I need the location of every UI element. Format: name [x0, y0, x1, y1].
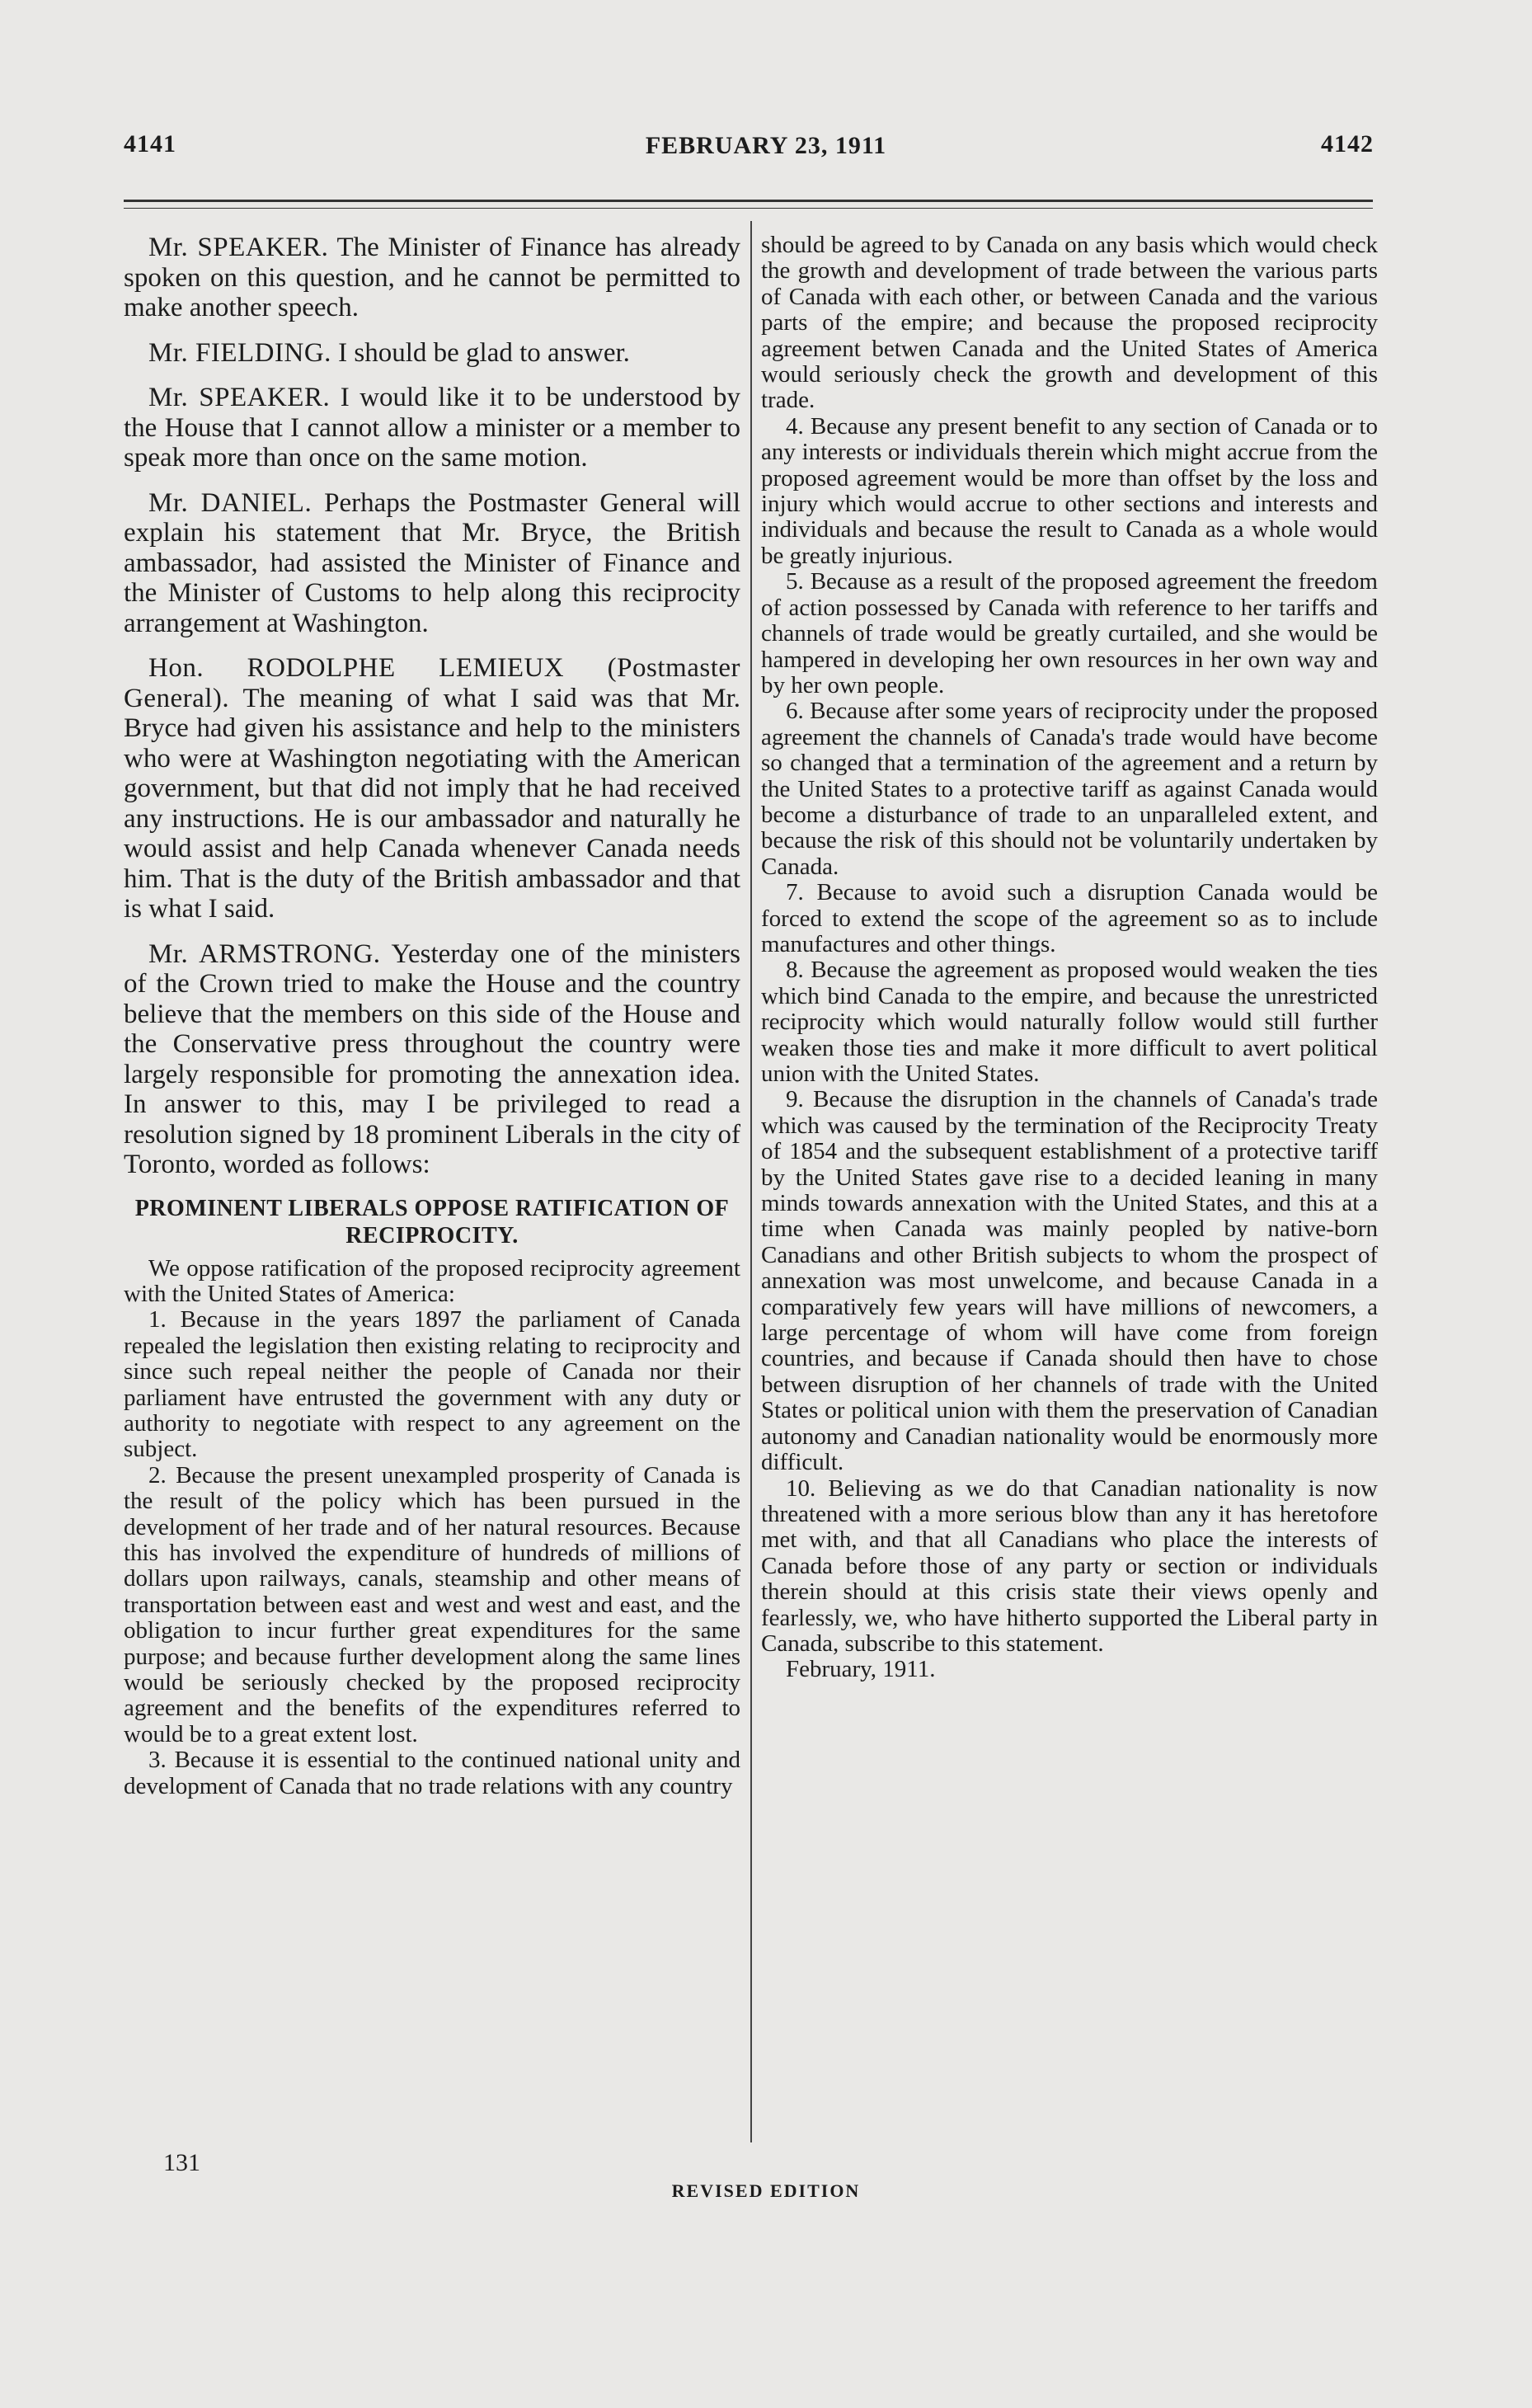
right-page-number: 4142 [1321, 130, 1374, 158]
speech-text: Perhaps the Postmaster General will explain his statement that Mr. Bryce, the British ambassador, had assisted the Minister of Finance and the Minister of Customs to help along this reciprocity arrangement at Washington. [124, 487, 741, 638]
column-divider [750, 221, 752, 2142]
speech-text: I should be glad to answer. [338, 337, 630, 368]
speech-text: The Minister of Finance has already spoken on this question, and he cannot be permitted to make another speech. [124, 233, 740, 322]
resolution-paragraph: 8. Because the agreement as proposed would weaken the ties which bind Canada to the empire, and because the unrestricted reciprocity which would naturally follow would still further weaken those ties and make it more difficult to avert political union with the United States. [761, 957, 1378, 1087]
resolution-paragraph: 9. Because the disruption in the channels of Canada's trade which was caused by the termination of the Reciprocity Treaty of 1854 and the subsequent establishment of a protective tariff by the United States gave rise to a decided leaning in many minds towards annexation with the United States, and this at a time when Canada was mainly peopled by native-born Canadians and other British subjects to whom the prospect of annexation was most unwelcome, and because Canada in a comparatively few years will have millions of newcomers, a large percentage of whom will have come from foreign countries, and because if Canada should then have to chose between disruption of her channels of trade with the United States or political union with them the preservation of Canadian autonomy and Canadian nationality would be enormously more difficult. [761, 1086, 1378, 1476]
date-line: February, 1911. [786, 1656, 936, 1683]
speech [124, 939, 740, 1180]
speaker-name: Hon. RODOLPHE LEMIEUX (Postmaster General). [124, 653, 740, 713]
speaker-name: Mr. DANIEL. [148, 487, 313, 518]
speech-text: Yesterday one of the ministers of the Crown tried to make the House and the country believe that the members on this side of the House and the Conservative press throughout the country were largely responsible for promoting the annexation idea. In answer to this, may I be privileged to read a resolution signed by 18 prominent Liberals in the city of Toronto, worded as follows: [124, 938, 741, 1179]
resolution-paragraph: should be agreed to by Canada on any basis which would check the growth and development of trade between the various parts of Canada with each other, or between Canada and the various parts of the empire; and because the proposed reciprocity agreement betwen Canada and the United States of America would seriously check the growth and development of this trade. [761, 232, 1378, 414]
resolution-paragraph: We oppose ratification of the proposed reciprocity agreement with the United States of America: [124, 1254, 740, 1307]
right-column [761, 233, 1378, 1683]
page-date: FEBRUARY 23, 1911 [645, 132, 887, 159]
resolution-paragraph: 7. Because to avoid such a disruption Canada would be forced to extend the scope of the agreement so as to include manufactures and other things. [761, 879, 1378, 957]
speech [124, 488, 740, 639]
header-rule-thick [124, 200, 1373, 202]
header-rule-thin [124, 208, 1373, 209]
resolution-heading: PROMINENT LIBERALS OPPOSE RATIFICATION OF RECIPROCITY. [134, 1195, 730, 1249]
resolution-paragraph: 6. Because after some years of reciprocity under the proposed agreement the channels of Canada's trade would have become so changed that a termination of the agreement and a return by the United States to a protective tariff as against Canada would become a disturbance of trade to an unparalleled extent, and because the risk of this should not be voluntarily undertaken by Canada. [761, 698, 1378, 880]
resolution-paragraph: 2. Because the present unexampled prosperity of Canada is the result of the policy which has been pursued in the development of her trade and of her natural resources. Because this has involved the expenditure of hundreds of millions of dollars upon railways, canals, steamship and other means of transportation between east and west and west and east, and the obligation to incur further great expenditures for the same purpose; and because further development along the same lines would be seriously checked by the proposed reciprocity agreement and the benefits of the expenditures referred to would be to a great extent lost. [124, 1461, 740, 1747]
speaker-name: Mr. ARMSTRONG. [148, 938, 381, 969]
resolution-paragraph: 3. Because it is essential to the continued national unity and development of Canada that no trade relations with any country [124, 1747, 740, 1799]
speaker-name: Mr. SPEAKER. [148, 233, 329, 262]
left-column [124, 233, 740, 1799]
resolution-paragraph: 5. Because as a result of the proposed agreement the freedom of action possessed by Canada with reference to her tariffs and channels of trade would be greatly curtailed, and she would be hampered in developing her own resources in her own way and by her own people. [761, 568, 1378, 698]
speech-text: I would like it to be understood by the House that I cannot allow a minister or a member to speak more than once on the same motion. [124, 383, 740, 473]
resolution-paragraph: 1. Because in the years 1897 the parliament of Canada repealed the legislation then existing relating to reciprocity and since such repeal neither the people of Canada nor their parliament have entrusted the government with any duty or authority to negotiate with respect to any agreement on the subject. [124, 1306, 740, 1463]
speaker-name: Mr. FIELDING. [148, 337, 331, 368]
footer-edition: REVISED EDITION [671, 2180, 861, 2201]
speech-text: The meaning of what I said was that Mr. Bryce had given his assistance and help to the ministers who were at Washington negotiating with the American government, but that did not imply that he had received any instructions. He is our ambassador and naturally he would assist and help Canada whenever Canada needs him. That is the duty of the British ambassador and that is what I said. [124, 683, 740, 924]
speech [124, 233, 740, 323]
speech [124, 338, 740, 369]
speech [124, 653, 740, 924]
left-page-number: 4141 [124, 130, 176, 158]
resolution-paragraph: 4. Because any present benefit to any section of Canada or to any interests or individuals therein which might accrue from the proposed agreement would be more than offset by the loss and injury which would accrue to other sections and interests and individuals and because the result to Canada as a whole would be greatly injurious. [761, 412, 1378, 569]
resolution-paragraph: 10. Believing as we do that Canadian nationality is now threatened with a more serious blow than any it has heretofore met with, and that all Canadians who place the interests of Canada before those of any party or section or individuals therein should at this crisis state their views openly and fearlessly, we, who have hitherto supported the Liberal party in Canada, subscribe to this statement. [761, 1474, 1378, 1657]
speaker-name: Mr. SPEAKER. [148, 383, 331, 412]
footer-page-number: 131 [163, 2149, 200, 2176]
speech [124, 383, 740, 473]
